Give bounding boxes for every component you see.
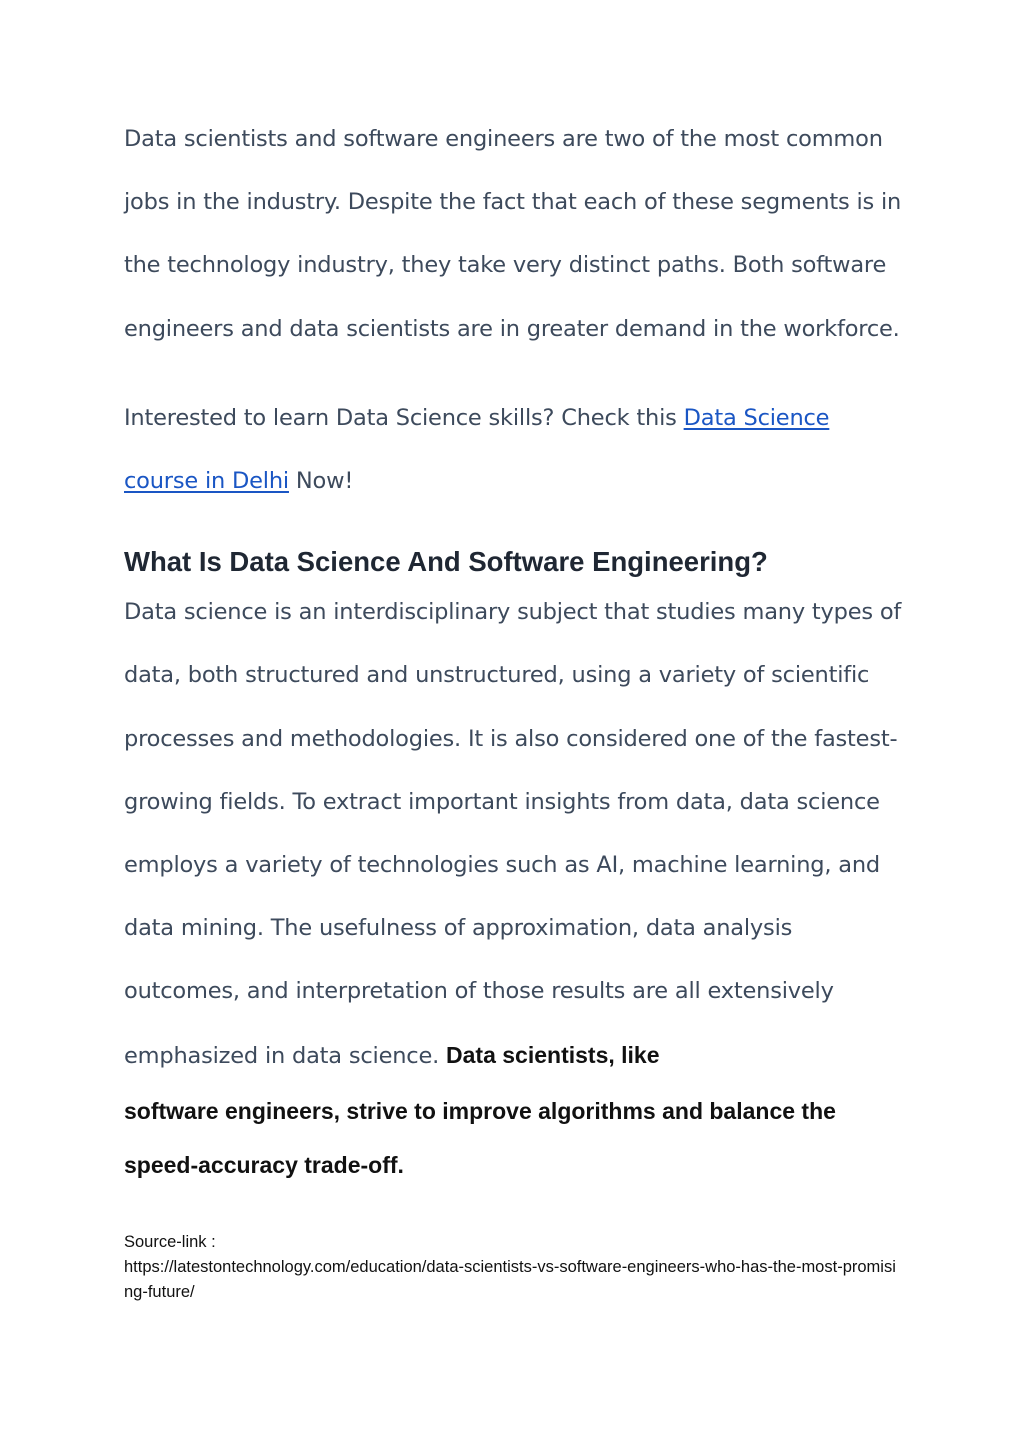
course-link[interactable]: Data Science course in Delhi xyxy=(124,404,830,495)
bold-highlight-rest: software engineers, strive to improve algorithms and balance the speed-accuracy trade-off. xyxy=(124,1097,836,1178)
section-body-text: Data science is an interdisciplinary subject that studies many types of data, both structured and unstructured, using a variety of scientific processes and methodologies. It is also considered one of the fastest-growing fields. To extract important insights from data, data science employs a variety of technologies such as AI, machine learning, and data mining. The usefulness of approximation, data analysis outcomes, and interpretation of those results are all extensively emphasized in data science. xyxy=(124,599,902,1069)
bold-highlight-start: Data scientists, like xyxy=(446,1041,660,1068)
intro-paragraph: Data scientists and software engineers are two of the most common jobs in the industry. Despite the fact that each of these segments is in the technology industry, they take very distinct paths. Both software engineers and data scientists are in greater demand in the workforce. xyxy=(124,126,902,342)
document-page xyxy=(124,108,904,1305)
section-body xyxy=(124,581,904,1088)
source-label: Source-link : xyxy=(124,1232,216,1251)
source-url[interactable]: https://latestontechnology.com/education/data-scientists-vs-software-engineers-who-has-the-most-promising-future/ xyxy=(124,1257,896,1301)
source-block xyxy=(124,1230,904,1305)
cta-suffix: Now! xyxy=(288,468,354,495)
cta-paragraph xyxy=(124,387,904,513)
section-heading: What Is Data Science And Software Engineering? xyxy=(124,546,768,578)
cta-prefix: Interested to learn Data Science skills? Check this xyxy=(124,404,684,431)
